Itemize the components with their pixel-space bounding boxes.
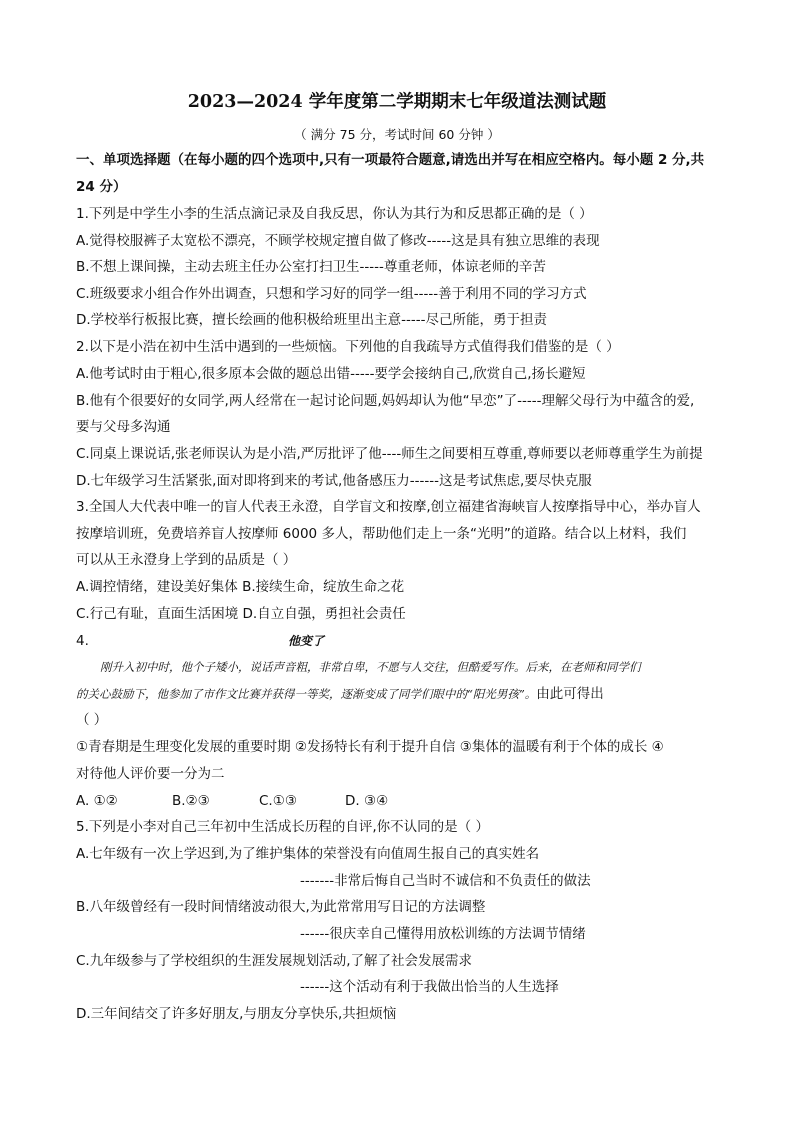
- q1-option-a: A.觉得校服裤子太宽松不漂亮，不顾学校规定擅自做了修改-----这是具有独立思维的表现: [76, 233, 600, 249]
- q5-option-b-note: ------很庆幸自己懂得用放松训练的方法调节情绪: [300, 926, 586, 942]
- exam-subtitle: （ 满分 75 分，考试时间 60 分钟 ）: [294, 127, 500, 142]
- q4-number: 4.: [76, 633, 89, 649]
- q3-stem: 3.全国人大代表中唯一的盲人代表王永澄，自学盲文和按摩,创立福建省海峡盲人按摩指导中心，举办盲人: [76, 499, 701, 515]
- q2-stem: 2.以下是小浩在初中生活中遇到的一些烦恼。下列他的自我疏导方式值得我们借鉴的是（ ）: [76, 339, 620, 355]
- q4-story-line2: [76, 685, 604, 703]
- q2-option-d: D.七年级学习生活紧张,面对即将到来的考试,他备感压力------这是考试焦虑,要尽快克服: [76, 473, 592, 489]
- q5-stem: 5.下列是小李对自己三年初中生活成长历程的自评,你不认同的是（ ）: [76, 819, 489, 835]
- q5-option-c: C.九年级参与了学校组织的生涯发展规划活动,了解了社会发展需求: [76, 953, 473, 969]
- q4-statements: ①青春期是生理变化发展的重要时期 ②发扬特长有利于提升自信 ③集体的温暖有利于个体的成长 ④: [76, 739, 664, 755]
- q4-statements-cont: 对待他人评价要一分为二: [76, 766, 225, 782]
- q5-option-a: A.七年级有一次上学迟到,为了维护集体的荣誉没有向值周生报自己的真实姓名: [76, 846, 540, 862]
- q4-option-b: B.②③: [172, 793, 210, 809]
- q2-option-b: B.他有个很要好的女同学,两人经常在一起讨论问题,妈妈却认为他“早恋”了-----理解父母行为中蕴含的爱,: [76, 393, 695, 409]
- q4-options: [76, 792, 388, 810]
- q4-option-d: D. ③④: [345, 793, 389, 809]
- section-heading-cont: 24 分）: [76, 179, 127, 195]
- q4-option-a: A. ①②: [76, 793, 118, 809]
- exam-title: 2023—2024 学年度第二学期期末七年级道法测试题: [187, 92, 607, 112]
- q2-option-a: A.他考试时由于粗心,很多原本会做的题总出错-----要学会接纳自己,欣赏自己,扬长避短: [76, 366, 586, 382]
- q1-option-c: C.班级要求小组合作外出调查，只想和学习好的同学一组-----善于利用不同的学习方式: [76, 286, 587, 302]
- q4-story-title: 他变了: [288, 634, 325, 648]
- q4-option-c: C.①③: [259, 793, 297, 809]
- q5-option-a-note: -------非常后悔自己当时不诚信和不负责任的做法: [300, 873, 591, 889]
- q4-story-text: 的关心鼓励下，他参加了市作文比赛并获得一等奖，逐渐变成了同学们眼中的“阳光男孩”。: [76, 687, 537, 701]
- q1-stem: 1.下列是中学生小李的生活点滴记录及自我反思，你认为其行为和反思都正确的是（ ）: [76, 206, 593, 222]
- section-heading: 一、单项选择题（在每小题的四个选项中,只有一项最符合题意,请选出并写在相应空格内。每小题 2 分,共: [76, 152, 705, 168]
- q2-option-b-cont: 要与父母多沟通: [76, 419, 171, 435]
- q1-option-d: D.学校举行板报比赛，擅长绘画的他积极给班里出主意-----尽己所能，勇于担责: [76, 312, 548, 328]
- q5-option-c-note: ------这个活动有利于我做出恰当的人生选择: [300, 979, 559, 995]
- q3-stem-cont: 按摩培训班，免费培养盲人按摩师 6000 多人，帮助他们走上一条“光明”的道路。结合以上材料，我们: [76, 526, 687, 542]
- q1-option-b: B.不想上课间操，主动去班主任办公室打扫卫生-----尊重老师，体谅老师的辛苦: [76, 259, 546, 275]
- q4-paren: （ ）: [76, 712, 108, 728]
- q4-story-tail: 由此可得出: [536, 686, 604, 702]
- q2-option-c: C.同桌上课说话,张老师误认为是小浩,严厉批评了他----师生之间要相互尊重,尊师要以老师尊重学生为前提: [76, 446, 703, 462]
- q5-option-b: B.八年级曾经有一段时间情绪波动很大,为此常常用写日记的方法调整: [76, 899, 486, 915]
- q4-story-line1: 刚升入初中时，他个子矮小，说话声音粗，非常自卑，不愿与人交往，但酷爱写作。后来，在老师和同学们: [100, 660, 641, 674]
- q3-stem-end: 可以从王永澄身上学到的品质是（ ）: [76, 552, 297, 568]
- q3-options-cd: C.行己有耻，直面生活困境 D.自立自强，勇担社会责任: [76, 606, 406, 622]
- q5-option-d: D.三年间结交了许多好朋友,与朋友分享快乐,共担烦恼: [76, 1006, 397, 1022]
- q3-options-ab: A.调控情绪，建设美好集体 B.接续生命，绽放生命之花: [76, 579, 405, 595]
